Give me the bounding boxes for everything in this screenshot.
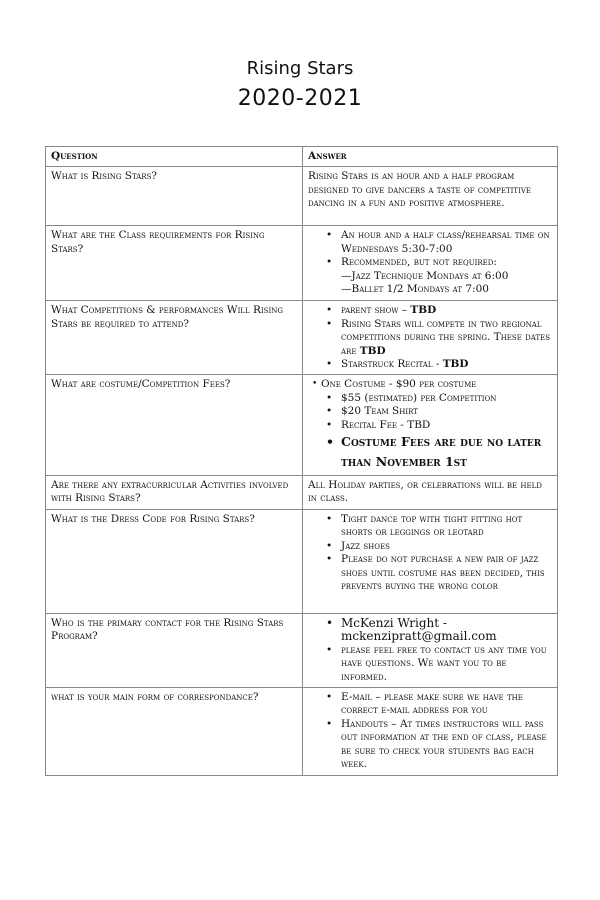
document-header [0, 58, 600, 114]
list-item-text: One Costume - $90 per costume [321, 378, 477, 391]
question-cell: What Competitions & performances Will Rising Stars be required to attend? [46, 301, 303, 375]
table-row [46, 301, 558, 375]
list-item [341, 358, 552, 371]
answer-column-header: Answer [303, 147, 558, 167]
question-column-header: Question [46, 147, 303, 167]
answer-cell [303, 613, 558, 687]
question-cell: What is Rising Stars? [46, 167, 303, 226]
table-row [46, 613, 558, 687]
answer-cell [303, 226, 558, 301]
list-item: • E-mail – please make sure we have the correct e-mail address for you [341, 691, 552, 718]
sub-line: —Ballet 1/2 Mondays at 7:00 [341, 283, 489, 296]
answer-list [308, 513, 552, 593]
question-cell: What are costume/Competition Fees? [46, 375, 303, 476]
answer-list [308, 617, 552, 684]
table-row [46, 167, 558, 226]
list-item [321, 378, 552, 472]
list-item-text: Rising Stars will compete in two regional competitions during the spring. These dates are [341, 317, 551, 357]
answer-cell [303, 687, 558, 775]
sub-line: —Jazz Technique Mondays at 6:00 [341, 269, 509, 282]
tbd-label: TBD [410, 304, 437, 317]
question-cell: Are there any extracurricular Activities involved with Rising Stars? [46, 476, 303, 510]
answer-list [308, 691, 552, 771]
list-item: • please feel free to contact us any time you have questions. We want you to be informed. [341, 644, 552, 684]
list-item [341, 617, 552, 644]
table-row [46, 687, 558, 775]
answer-cell [303, 301, 558, 375]
list-item [341, 318, 552, 358]
question-cell: What are the Class requirements for Rising Stars? [46, 226, 303, 301]
list-item: • Jazz shoes [341, 540, 552, 553]
question-cell: What is the Dress Code for Rising Stars? [46, 509, 303, 613]
tbd-label: TBD [359, 344, 386, 357]
contact-email: mckenzipratt@gmail.com [341, 629, 497, 644]
answer-cell: All Holiday parties, or celebrations will be held in class. [303, 476, 558, 510]
list-item: • $55 (estimated) per Competition [341, 392, 552, 405]
table-header-row [46, 147, 558, 167]
list-item-text: Starstruck Recital - [341, 358, 443, 371]
list-item [341, 304, 552, 317]
fee-list [321, 392, 552, 472]
fee-deadline-notice: • Costume Fees are due no later than November 1st [341, 432, 552, 472]
list-item: • Handouts – At times instructors will pass out information at the end of class, please be sure to check your students bag each week. [341, 718, 552, 772]
question-cell: Who is the primary contact for the Rising Stars Program? [46, 613, 303, 687]
table-row [46, 476, 558, 510]
table-row [46, 375, 558, 476]
answer-list [308, 378, 552, 472]
list-item: • Please do not purchase a new pair of jazz shoes until costume has been decided, this prevents buying the wrong color [341, 553, 552, 593]
answer-cell [303, 509, 558, 613]
answer-cell: Rising Stars is an hour and a half program designed to give dancers a taste of competitive dancing in a fun and positive atmosphere. [303, 167, 558, 226]
table-row [46, 226, 558, 301]
list-item-text: parent show – [341, 304, 411, 317]
answer-list [308, 304, 552, 371]
list-item: • Recital Fee - TBD [341, 419, 552, 432]
tbd-label: TBD [442, 358, 469, 371]
document-title: Rising Stars [246, 58, 354, 79]
question-cell: what is your main form of correspondance? [46, 687, 303, 775]
answer-cell [303, 375, 558, 476]
document-year: 2020-2021 [237, 86, 363, 111]
list-item [341, 256, 552, 296]
list-item: • An hour and a half class/rehearsal time on Wednesdays 5:30-7:00 [341, 229, 552, 256]
list-item: • $20 Team Shirt [341, 405, 552, 418]
list-item-text: Recommended, but not required: [341, 256, 497, 269]
answer-list [308, 229, 552, 296]
table-row [46, 509, 558, 613]
contact-name: McKenzi Wright - [341, 615, 447, 630]
list-item: • Tight dance top with tight fitting hot shorts or leggings or leotard [341, 513, 552, 540]
faq-table [45, 146, 558, 776]
